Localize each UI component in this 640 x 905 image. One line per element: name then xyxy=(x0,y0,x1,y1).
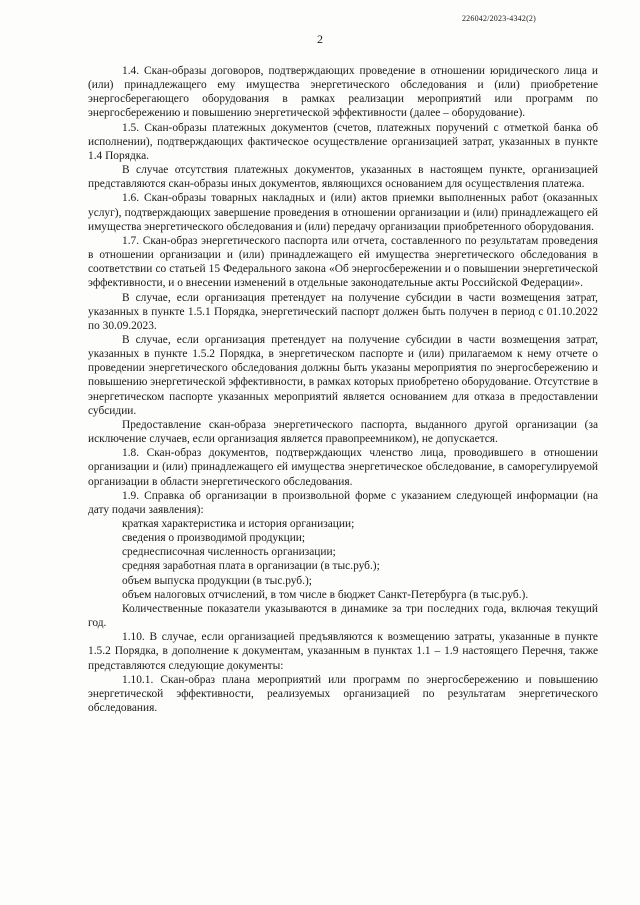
document-registration-number: 226042/2023-4342(2) xyxy=(461,14,536,23)
paragraph-1-5-note: В случае отсутствия платежных документов, указанных в настоящем пункте, организацией представляются скан-образы иных документов, являющихся основанием для осуществления платежа. xyxy=(88,164,598,191)
paragraph-1-4: 1.4. Скан-образы договоров, подтверждающих проведение в отношении юридического лица и (или) принадлежащего ему имущества энергетического обследования и (или) приобретение энергосберегающего оборудования в рамках реализации мероприятий или программ по энергосбережению и повышению энергетической эффективности (далее – оборудование). xyxy=(88,65,598,120)
list-item: сведения о производимой продукции; xyxy=(122,532,306,545)
paragraph-1-8: 1.8. Скан-образ документов, подтверждающих членство лица, проводившего в отношении организации и (или) принадлежащего ей имущества энергетическое обследование, в саморегулируемой организации в области энергетического обследования. xyxy=(88,447,598,488)
paragraph-1-7: 1.7. Скан-образ энергетического паспорта или отчета, составленного по результатам проведения в отношении организации и (или) принадлежащего ей имущества энергетического обследования в соответствии со статьей 15 Федерального закона «Об энергосбережении и о повышении энергетической эффективности, и о внесении изменений в отдельные законодательные акты Российской Федерации». xyxy=(88,234,598,290)
list-item: объем налоговых отчислений, в том числе в бюджет Санкт-Петербурга (в тыс.руб.). xyxy=(122,588,529,601)
paragraph-1-6: 1.6. Скан-образы товарных накладных и (или) актов приемки выполненных работ (оказанных услуг), подтверждающих завершение проведения в отношении организации и (или) принадлежащего ей имущества энергетического обследования и (или) передачу организации приобретенного оборудования. xyxy=(88,192,598,233)
paragraph-1-9: 1.9. Справка об организации в произвольной форме с указанием следующей информации (на дату подачи заявления): xyxy=(88,489,598,516)
paragraph-1-7-note-2: В случае, если организация претендует на получение субсидии в части возмещения затрат, указанных в пункте 1.5.2 Порядка, в энергетическом паспорте и (или) прилагаемом к нему отчете о проведении энергетического обследования должны быть указаны мероприятия по энергосбережению и повышению энергетической эффективности, в рамках которых приобретено оборудование. Отсутствие в энергетическом паспорте указанных мероприятий является основанием для отказа в предоставлении субсидии. xyxy=(88,333,598,417)
list-item: краткая характеристика и история организации; xyxy=(122,518,355,530)
paragraph-indicators-note: Количественные показатели указываются в динамике за три последних года, включая текущий год. xyxy=(88,602,598,630)
paragraph-1-7-note-1: В случае, если организация претендует на получение субсидии в части возмещения затрат, указанных в пункте 1.5.1 Порядка, энергетический паспорт должен быть получен в период с 01.10.2022 по 30.09.2023. xyxy=(88,291,598,332)
list-item: средняя заработная плата в организации (в тыс.руб.); xyxy=(122,560,380,573)
paragraph-1-10-1: 1.10.1. Скан-образ плана мероприятий или программ по энергосбережению и повышению энергетической эффективности, реализуемых организацией по результатам энергетического обследования. xyxy=(88,673,598,715)
paragraph-1-10: 1.10. В случае, если организацией предъявляются к возмещению затраты, указанные в пункте 1.5.2 Порядка, в дополнение к документам, указанным в пунктах 1.1 – 1.9 настоящего Перечня, также представляются следующие документы: xyxy=(88,631,598,672)
paragraph-1-5: 1.5. Скан-образы платежных документов (счетов, платежных поручений с отметкой банка об исполнении), подтверждающих фактическое осуществление организацией затрат, указанных в пункте 1.4 Порядка. xyxy=(88,121,598,162)
list-item: объем выпуска продукции (в тыс.руб.); xyxy=(122,574,312,587)
document-body xyxy=(88,64,598,715)
page-number: 2 xyxy=(317,32,323,46)
paragraph-1-7-note-3: Предоставление скан-образа энергетического паспорта, выданного другой организации (за исключение случаев, если организация является правопреемником), не допускается. xyxy=(88,418,598,446)
list-item: среднесписочная численность организации; xyxy=(122,546,336,559)
